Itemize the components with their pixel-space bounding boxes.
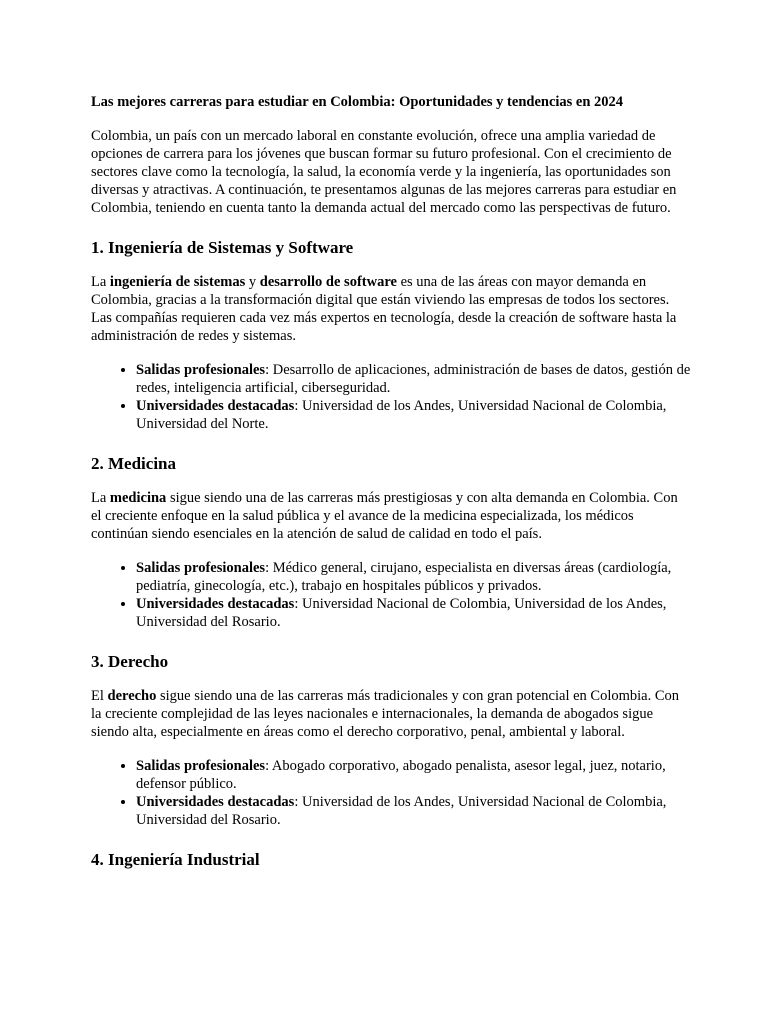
section-heading-derecho: 3. Derecho [91,652,169,671]
bullet-text: : Desarrollo de aplicaciones, administración de bases de datos, gestión de redes, inteligencia artificial, ciberseguridad. [136,362,691,396]
list-item [136,559,691,595]
bold-term: desarrollo de software [259,274,397,290]
bullet-text: : Universidad de los Andes, Universidad Nacional de Colombia, Universidad del Rosario. [136,794,667,828]
bold-term: derecho [107,688,157,704]
paragraph-text: El [91,688,108,704]
paragraph-text: sigue siendo una de las carreras más tradicionales y con gran potencial en Colombia. Con la creciente complejidad de las leyes nacionales e internacionales, la demanda de abogados sigue siendo alta, especialmente en áreas como el derecho corporativo, penal, ambiental y laboral. [91,688,680,740]
list-item [136,757,691,793]
bullet-label: Universidades destacadas [136,398,295,414]
list-item [136,595,691,631]
paragraph-text: La [91,274,110,290]
document-title: Las mejores carreras para estudiar en Colombia: Oportunidades y tendencias en 2024 [91,94,624,110]
bullet-text: : Médico general, cirujano, especialista en diversas áreas (cardiología, pediatría, ginecología, etc.), trabajo en hospitales públicos y privados. [136,560,672,594]
paragraph-text: La [91,490,110,506]
bullet-label: Salidas profesionales [136,758,266,774]
section-heading-industrial: 4. Ingeniería Industrial [91,850,260,869]
list-item [136,397,691,433]
section-heading-sistemas: 1. Ingeniería de Sistemas y Software [91,238,354,257]
section-paragraph-derecho [91,687,691,741]
list-item [136,361,691,397]
bullet-text: : Abogado corporativo, abogado penalista, asesor legal, juez, notario, defensor público. [136,758,666,792]
section-paragraph-sistemas [91,273,691,345]
paragraph-text: es una de las áreas con mayor demanda en Colombia, gracias a la transformación digital que están viviendo las empresas de todos los sectores. Las compañías requieren cada vez más expertos en tecnología, desde la creación de software hasta la administración de redes y sistemas. [91,274,677,344]
paragraph-text: sigue siendo una de las carreras más prestigiosas y con alta demanda en Colombia. Con el creciente enfoque en la salud pública y el avance de la medicina especializada, los médicos continúan siendo esenciales en la atención de salud de calidad en todo el país. [91,490,678,542]
section-heading-medicina: 2. Medicina [91,454,176,473]
section-paragraph-medicina [91,489,691,543]
document-page [91,93,691,885]
list-item [136,793,691,829]
bold-term: ingeniería de sistemas [109,274,246,290]
bullet-label: Universidades destacadas [136,596,295,612]
bullet-text: : Universidad Nacional de Colombia, Universidad de los Andes, Universidad del Rosario. [136,596,667,630]
bullet-label: Salidas profesionales [136,362,266,378]
intro-paragraph: Colombia, un país con un mercado laboral en constante evolución, ofrece una amplia variedad de opciones de carrera para los jóvenes que buscan formar su futuro profesional. Con el crecimiento de sectores clave como la tecnología, la salud, la economía verde y la ingeniería, las oportunidades son diversas y atractivas. A continuación, te presentamos algunas de las mejores carreras para estudiar en Colombia, teniendo en cuenta tanto la demanda actual del mercado como las perspectivas de futuro. [91,128,677,216]
bullet-label: Salidas profesionales [136,560,266,576]
paragraph-text: y [245,274,260,290]
bold-term: medicina [109,490,167,506]
bullet-label: Universidades destacadas [136,794,295,810]
bullet-list-sistemas [91,361,691,433]
bullet-text: : Universidad de los Andes, Universidad Nacional de Colombia, Universidad del Norte. [136,398,667,432]
bullet-list-medicina [91,559,691,631]
bullet-list-derecho [91,757,691,829]
